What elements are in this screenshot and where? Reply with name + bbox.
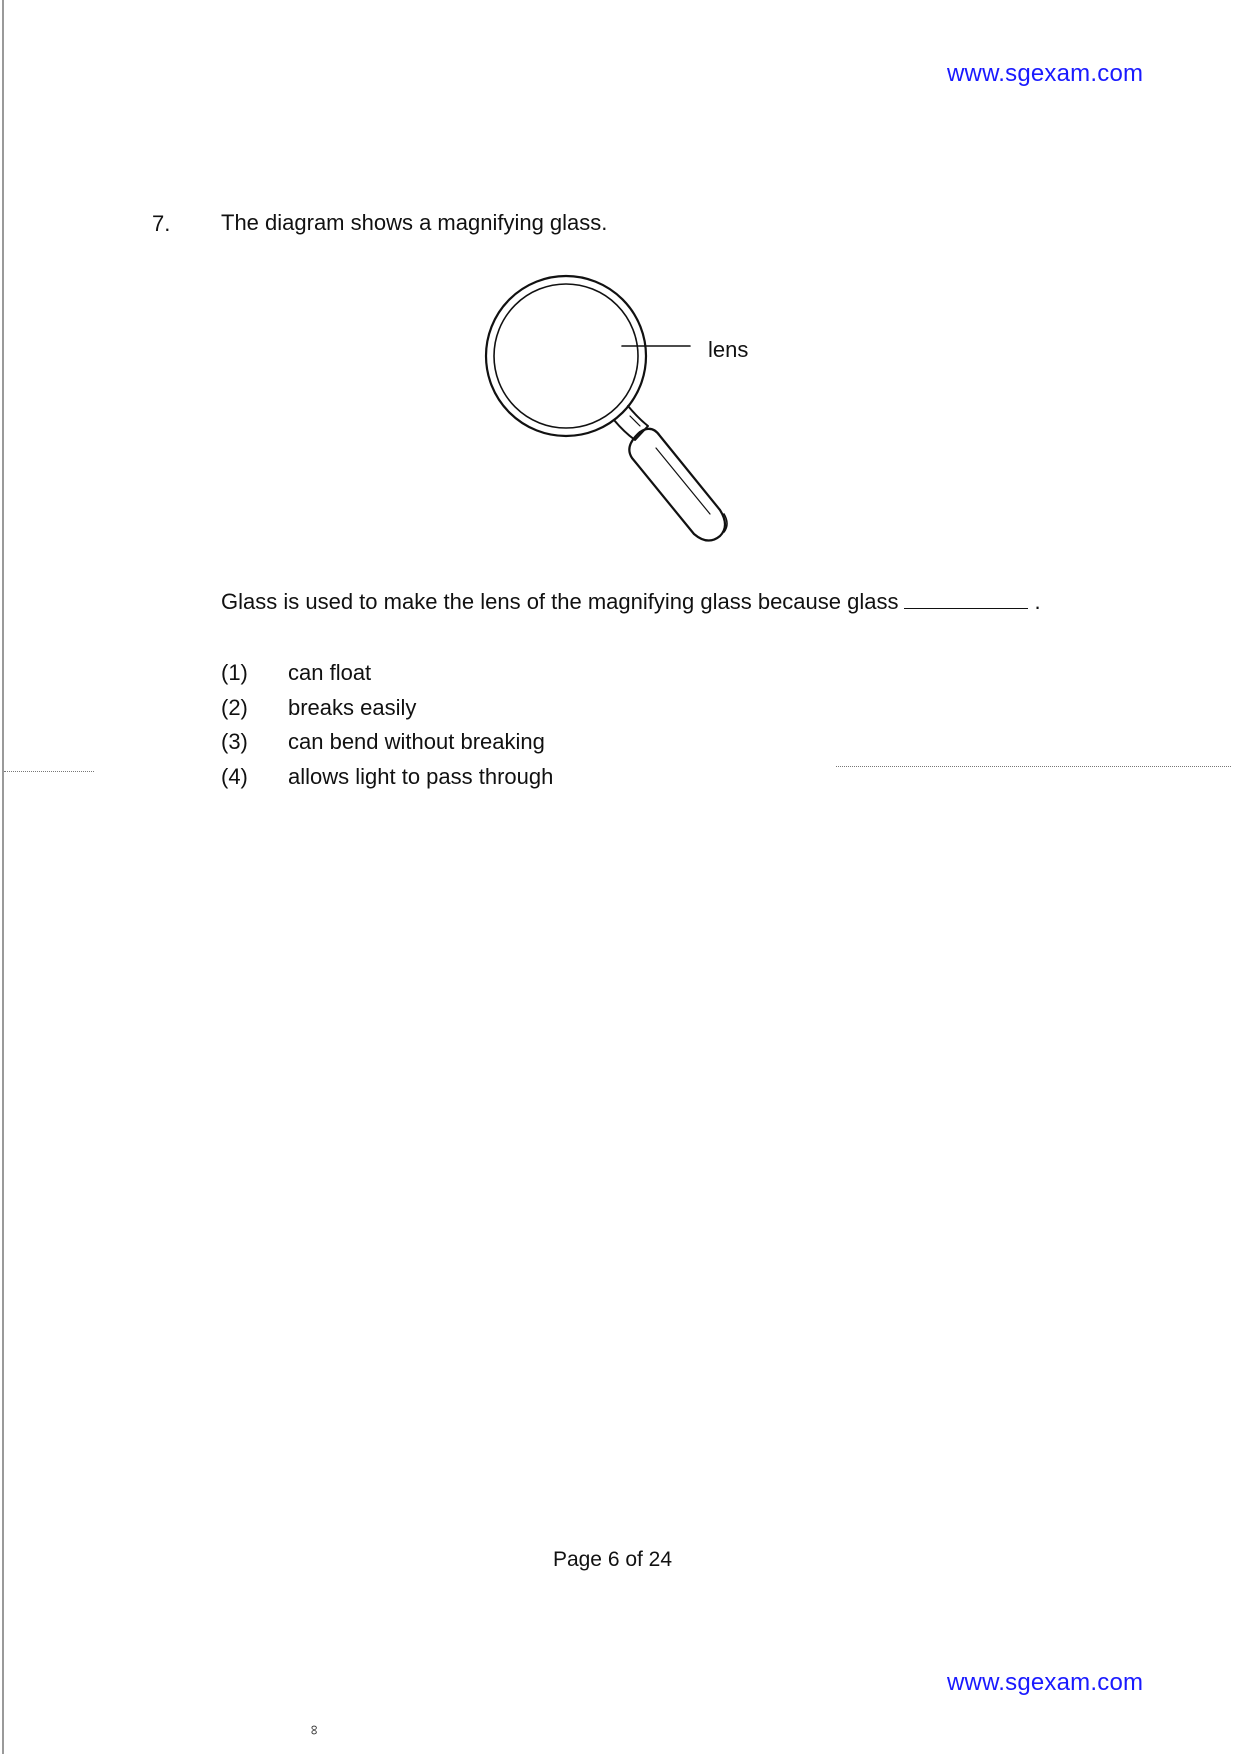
- answer-blank: [904, 590, 1028, 609]
- question-sentence: [221, 589, 1041, 615]
- option-text: allows light to pass through: [288, 763, 554, 789]
- lens-frame-outer: [486, 276, 646, 436]
- option-number: (3): [221, 729, 248, 755]
- question-sentence-text: Glass is used to make the lens of the magnifying glass because glass: [221, 589, 899, 614]
- lens-frame-inner: [494, 284, 638, 428]
- scan-edge-line: [2, 0, 4, 1754]
- question-stem: The diagram shows a magnifying glass.: [221, 210, 608, 235]
- header-site-link[interactable]: www.sgexam.com: [947, 60, 1144, 87]
- footer-site-link[interactable]: www.sgexam.com: [947, 1669, 1144, 1696]
- magnifying-glass-diagram: [480, 270, 780, 555]
- option-2[interactable]: [221, 691, 553, 726]
- scan-mark: ∞: [306, 1725, 323, 1735]
- option-4[interactable]: [221, 760, 553, 795]
- page-number: Page 6 of 24: [552, 1548, 673, 1571]
- option-text: can float: [288, 660, 372, 686]
- answer-options: [221, 656, 553, 794]
- option-3[interactable]: [221, 725, 553, 760]
- option-number: (2): [221, 694, 248, 720]
- scan-dotted-line-right: [836, 766, 1231, 767]
- option-number: (1): [221, 660, 248, 686]
- option-text: breaks easily: [288, 694, 417, 720]
- handle: [629, 429, 725, 541]
- lens-label: lens: [708, 337, 749, 362]
- question-number: 7.: [152, 211, 171, 236]
- option-text: can bend without breaking: [288, 729, 545, 755]
- handle-collar: [614, 406, 648, 440]
- option-number: (4): [221, 763, 248, 789]
- option-1[interactable]: [221, 656, 553, 691]
- question-sentence-end: .: [1034, 589, 1041, 614]
- scan-dotted-line-left: [4, 771, 94, 772]
